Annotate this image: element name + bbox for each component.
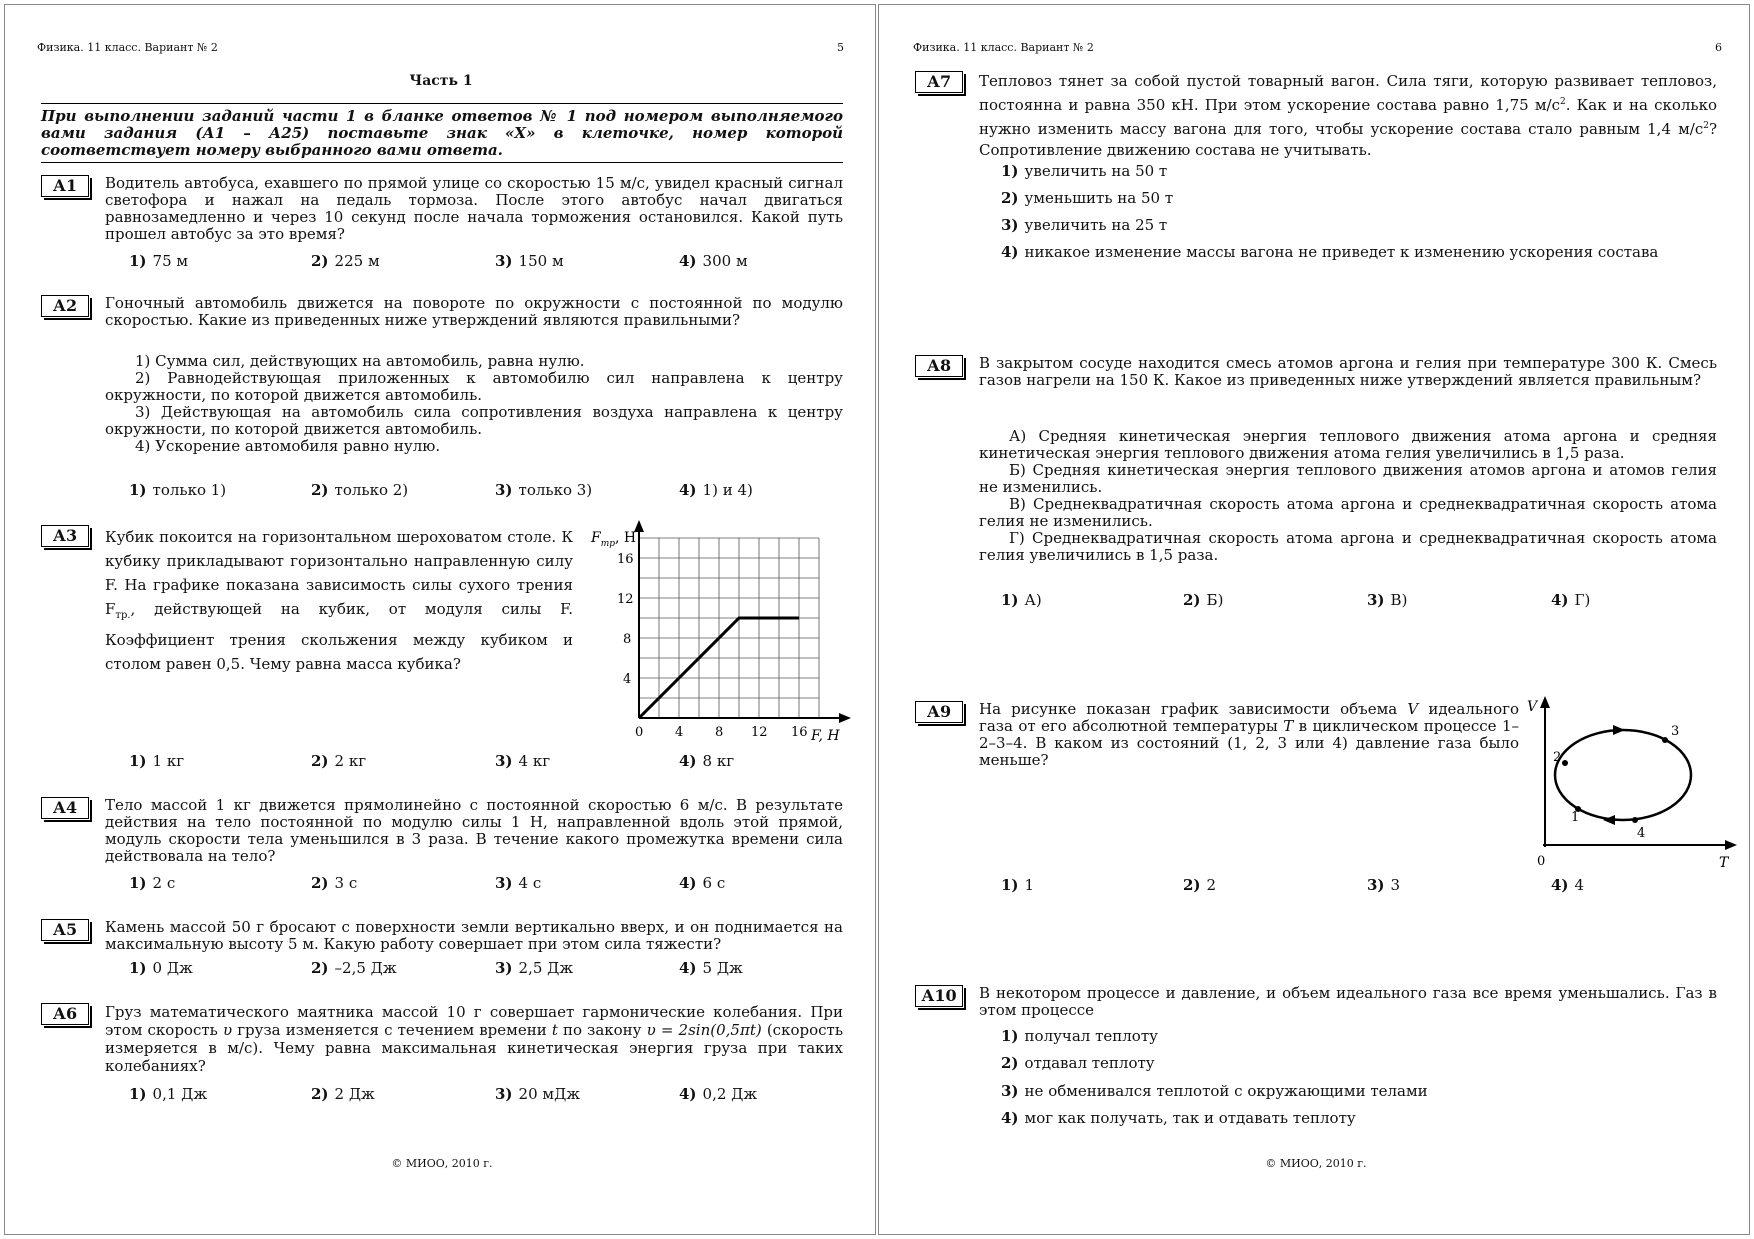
y-tick-label: 16 [617, 552, 634, 567]
page-number: 5 [837, 41, 844, 54]
question-label-a10: А10 [915, 985, 963, 1007]
a5-option-3[interactable]: 3) 2,5 Дж [495, 959, 574, 977]
x-tick-label: 4 [675, 725, 684, 740]
a1-option-3[interactable]: 3) 150 м [495, 252, 564, 270]
a6-formula: υ = 2sin(0,5πt) [646, 1021, 762, 1039]
page-number: 6 [1715, 41, 1722, 54]
question-label-a6: А6 [41, 1003, 89, 1025]
instructions: При выполнении заданий части 1 в бланке ответов № 1 под номером выполняемого вами задания (А1 – А25) поставьте знак «X» в клеточке, номер которой соответствует номеру выбранного вами ответа. [41, 103, 843, 163]
v-axis-label: V [1527, 699, 1538, 715]
state-label-4: 4 [1637, 826, 1646, 841]
a7-option-1[interactable]: 1) увеличить на 50 т [1001, 162, 1168, 180]
a2-option-4[interactable]: 4) 1) и 4) [679, 481, 753, 499]
question-a3-text: Кубик покоится на горизонтальном шероховатом столе. К кубику прикладывают горизонтально направленную силу F. На графике показана зависимость силы сухого трения $F_{тр.}$, действующей на кубик, от модуля силы F. Коэффициент трения скольжения между кубиком и столом равен 0,5. Чему равна масса кубика? [105, 528, 573, 673]
a9-option-1[interactable]: 1) 1 [1001, 876, 1035, 894]
question-a1-text: Водитель автобуса, ехавшего по прямой улице со скоростью 15 м/с, увидел красный сигнал светофора и нажал на педаль тормоза. После этого автобус начал двигаться равнозамедленно и через 10 секунд после начала торможения остановился. Какой путь прошел автобус за это время? [105, 174, 843, 243]
a2-option-2[interactable]: 2) только 2) [311, 481, 409, 499]
x-tick-label: 16 [791, 725, 808, 740]
cycle-curve [1555, 730, 1691, 820]
a4-option-4[interactable]: 4) 6 с [679, 874, 726, 892]
t-axis-arrow [1725, 840, 1737, 850]
question-label-a7: А7 [915, 71, 963, 93]
page-footer: © МИОО, 2010 г. [391, 1157, 493, 1170]
a4-option-1[interactable]: 1) 2 с [129, 874, 176, 892]
a5-option-1[interactable]: 1) 0 Дж [129, 959, 193, 977]
question-a9-text: На рисунке показан график зависимости объема V идеального газа от его абсолютной температуры T в циклическом процессе 1–2–3–4. В каком из состояний (1, 2, 3 или 4) давление газа было меньше? [979, 700, 1519, 769]
question-label-a1: А1 [41, 175, 89, 197]
a4-option-3[interactable]: 3) 4 с [495, 874, 542, 892]
a10-option-1[interactable]: 1) получал теплоту [1001, 1027, 1158, 1045]
a5-option-4[interactable]: 4) 5 Дж [679, 959, 743, 977]
vt-cycle-diagram [1525, 695, 1745, 875]
page-header: Физика. 11 класс. Вариант № 2 [913, 41, 1094, 54]
a2-statement-1: 1) Сумма сил, действующих на автомобиль, равна нулю. [135, 352, 585, 370]
question-label-a3: А3 [41, 525, 89, 547]
a3-option-3[interactable]: 3) 4 кг [495, 752, 551, 770]
a2-statement-2: 2) Равнодействующая приложенных к автомобилю сил направлена к центру окружности, по которой движется автомобиль. [105, 369, 843, 404]
a9-option-2[interactable]: 2) 2 [1183, 876, 1217, 894]
a6-option-3[interactable]: 3) 20 мДж [495, 1085, 581, 1103]
left-page [4, 4, 876, 1235]
a6-option-2[interactable]: 2) 2 Дж [311, 1085, 375, 1103]
x-tick-label: 12 [751, 725, 768, 740]
page-header: Физика. 11 класс. Вариант № 2 [37, 41, 218, 54]
a10-option-4[interactable]: 4) мог как получать, так и отдавать теплоту [1001, 1109, 1356, 1127]
state-label-3: 3 [1671, 724, 1680, 739]
a2-statement-3: 3) Действующая на автомобиль сила сопротивления воздуха направлена к центру окружности, по которой движется автомобиль. [105, 403, 843, 438]
x-tick-label: 8 [715, 725, 724, 740]
y-tick-label: 8 [623, 632, 632, 647]
a2-option-3[interactable]: 3) только 3) [495, 481, 593, 499]
t-axis-label: T [1719, 855, 1729, 871]
a8-option-1[interactable]: 1) А) [1001, 591, 1042, 609]
a9-option-3[interactable]: 3) 3 [1367, 876, 1401, 894]
a6-option-1[interactable]: 1) 0,1 Дж [129, 1085, 208, 1103]
state-point-2 [1562, 760, 1568, 766]
cycle-arrow-top [1613, 725, 1625, 735]
page-footer: © МИОО, 2010 г. [1265, 1157, 1367, 1170]
state-label-2: 2 [1553, 750, 1562, 765]
right-page [878, 4, 1750, 1235]
y-tick-label: 12 [617, 592, 634, 607]
a9-option-4[interactable]: 4) 4 [1551, 876, 1585, 894]
question-label-a4: А4 [41, 797, 89, 819]
v-axis-arrow [1540, 696, 1550, 708]
a4-option-2[interactable]: 2) 3 с [311, 874, 358, 892]
a8-option-2[interactable]: 2) Б) [1183, 591, 1224, 609]
question-label-a2: А2 [41, 295, 89, 317]
a7-option-4[interactable]: 4) никакое изменение массы вагона не приведет к изменению ускорения состава [1001, 243, 1659, 261]
a3-option-4[interactable]: 4) 8 кг [679, 752, 735, 770]
a10-option-2[interactable]: 2) отдавал теплоту [1001, 1054, 1155, 1072]
a8-statement-v: В) Среднеквадратичная скорость атома аргона и среднеквадратичная скорость атома гелия не изменились. [979, 495, 1717, 530]
state-point-3 [1662, 737, 1668, 743]
question-a8-text: В закрытом сосуде находится смесь атомов аргона и гелия при температуре 300 К. Смесь газов нагрели на 150 К. Какое из приведенных ниже утверждений является правильным? [979, 354, 1717, 389]
a8-option-3[interactable]: 3) В) [1367, 591, 1408, 609]
x-axis-arrow [839, 713, 851, 723]
a8-statement-g: Г) Среднеквадратичная скорость атома аргона и среднеквадратичная скорость атома гелия увеличились в 1,5 раза. [979, 529, 1717, 564]
x-axis-label: F, Н [811, 728, 840, 744]
a3-option-1[interactable]: 1) 1 кг [129, 752, 185, 770]
a1-option-4[interactable]: 4) 300 м [679, 252, 748, 270]
a2-option-1[interactable]: 1) только 1) [129, 481, 227, 499]
question-a6-text: Груз математического маятника массой 10 г совершает гармонические колебания. При этом скорость υ груза изменяется с течением времени t по закону υ = 2sin(0,5πt) (скорость измеряется в м/с). Чему равна максимальная кинетическая энергия груза при таких колебаниях? [105, 1003, 843, 1075]
cycle-arrow-bottom [1603, 815, 1615, 825]
a8-statement-b: Б) Средняя кинетическая энергия теплового движения атомов аргона и атомов гелия не изменились. [979, 461, 1717, 496]
a7-option-2[interactable]: 2) уменьшить на 50 т [1001, 189, 1174, 207]
y-tick-label: 4 [623, 672, 632, 687]
a8-option-4[interactable]: 4) Г) [1551, 591, 1591, 609]
question-a4-text: Тело массой 1 кг движется прямолинейно с постоянной скоростью 6 м/с. В результате действия на тело постоянной по модулю силы 1 Н, направленной вдоль этой прямой, модуль скорости тела уменьшился в 3 раза. В течение какого промежутка времени сила действовала на тело? [105, 796, 843, 865]
a1-option-1[interactable]: 1) 75 м [129, 252, 189, 270]
a7-option-3[interactable]: 3) увеличить на 25 т [1001, 216, 1168, 234]
friction-force-graph [581, 520, 851, 750]
x-tick-label: 0 [635, 725, 644, 740]
a2-statement-4: 4) Ускорение автомобиля равно нулю. [135, 437, 441, 455]
a5-option-2[interactable]: 2) –2,5 Дж [311, 959, 397, 977]
state-label-1: 1 [1571, 810, 1580, 825]
a8-statement-a: А) Средняя кинетическая энергия теплового движения атома аргона и средняя кинетическая энергия теплового движения атома гелия увеличились в 1,5 раза. [979, 427, 1717, 462]
origin-label: 0 [1537, 854, 1546, 869]
question-a10-text: В некотором процессе и давление, и объем идеального газа все время уменьшались. Газ в этом процессе [979, 984, 1717, 1019]
question-label-a9: А9 [915, 701, 963, 723]
a1-option-2[interactable]: 2) 225 м [311, 252, 380, 270]
state-point-4 [1632, 817, 1638, 823]
question-a2-text: Гоночный автомобиль движется на повороте по окружности с постоянной по модулю скоростью. Какие из приведенных ниже утверждений являются правильными? [105, 294, 843, 329]
part-title: Часть 1 [409, 73, 473, 89]
question-a7-text: Тепловоз тянет за собой пустой товарный вагон. Сила тяги, которую развивает тепловоз, постоянна и равна 350 кН. При этом ускорение состава равно 1,75 $м/с^2$. Как и на сколько нужно изменить массу вагона для того, чтобы ускорение состава стало равным 1,4 $м/с^2$? Сопротивление движению состава не учитывать. [979, 72, 1717, 159]
question-label-a8: А8 [915, 355, 963, 377]
a6-option-4[interactable]: 4) 0,2 Дж [679, 1085, 758, 1103]
a3-option-2[interactable]: 2) 2 кг [311, 752, 367, 770]
question-a5-text: Камень массой 50 г бросают с поверхности земли вертикально вверх, и он поднимается на максимальную высоту 5 м. Какую работу совершает при этом сила тяжести? [105, 918, 843, 953]
question-label-a5: А5 [41, 919, 89, 941]
a10-option-3[interactable]: 3) не обменивался теплотой с окружающими телами [1001, 1082, 1428, 1100]
y-axis-label: $F_{тр}$, Н [591, 530, 637, 549]
